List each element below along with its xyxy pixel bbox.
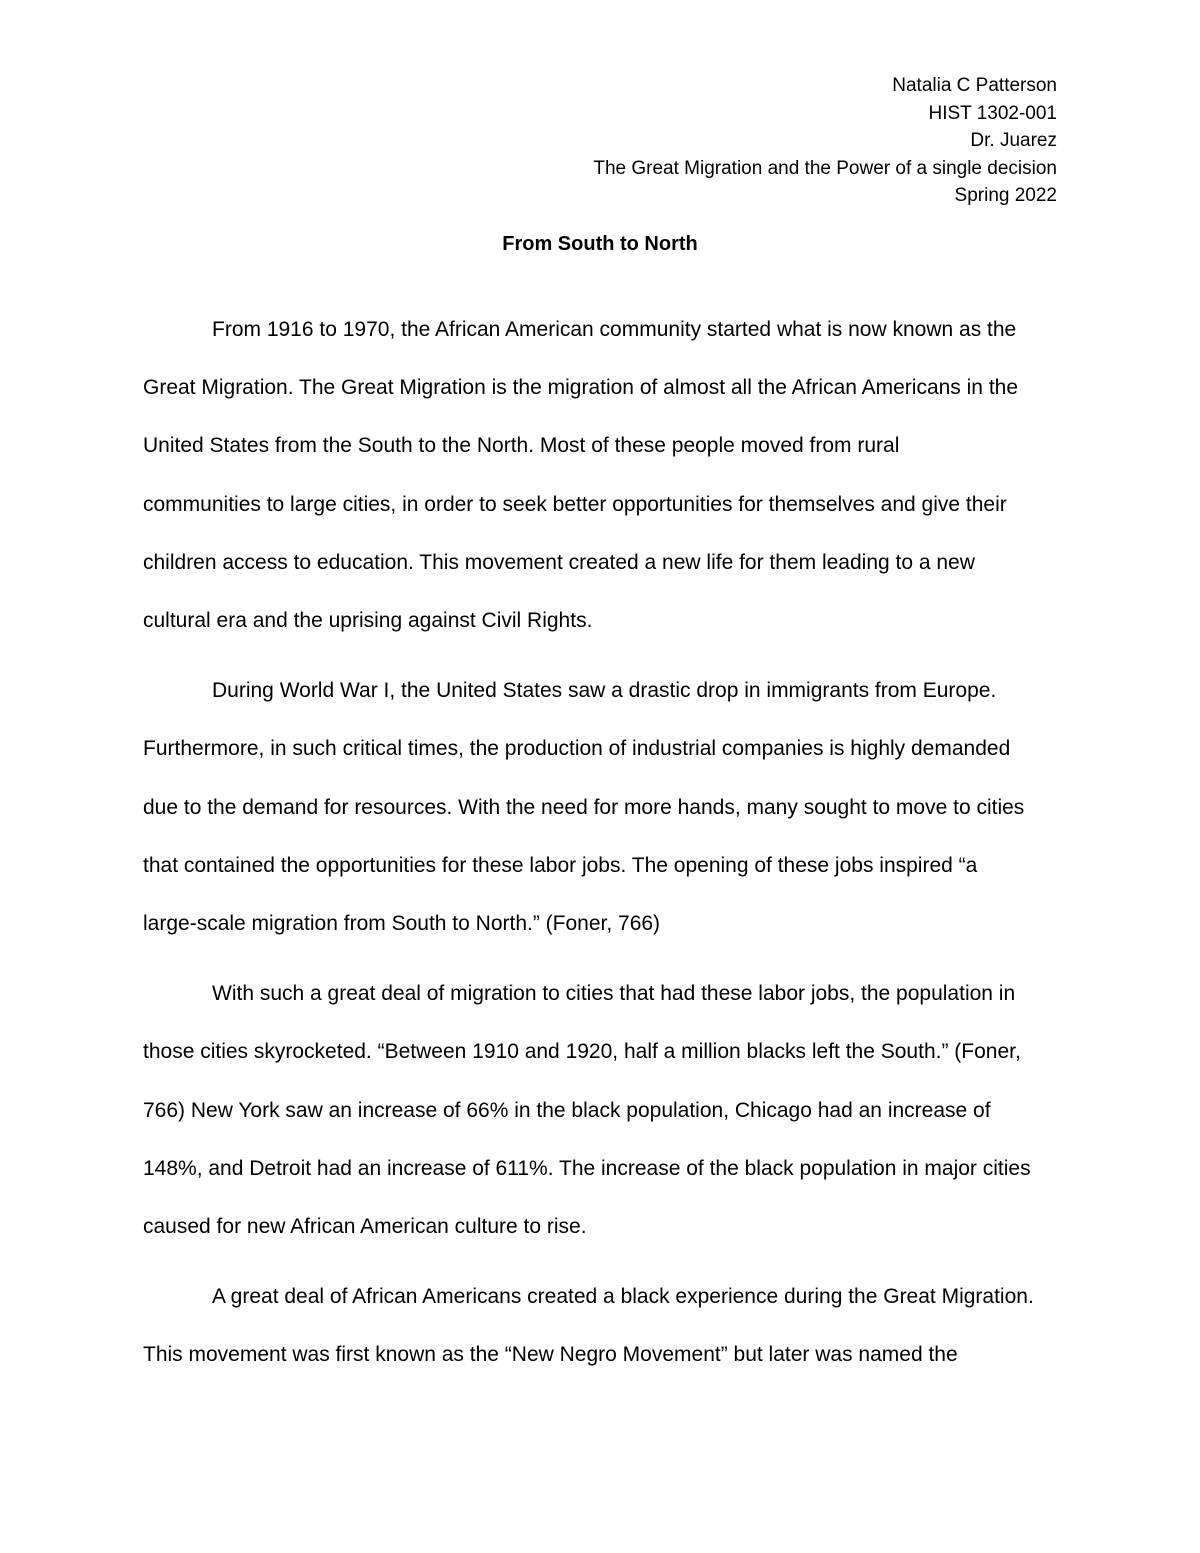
paragraph-line: With such a great deal of migration to cities that had these labor jobs, the population in [212, 982, 1016, 1006]
paragraph-line: This movement was first known as the “New Negro Movement” but later was named the [143, 1343, 958, 1367]
paragraph-line: From 1916 to 1970, the African American community started what is now known as the [212, 318, 1017, 341]
paragraph-line: communities to large cities, in order to seek better opportunities for themselves and give their [143, 492, 1007, 516]
paragraph-line: those cities skyrocketed. “Between 1910 and 1920, half a million blacks left the South.” (Foner, [143, 1040, 1021, 1064]
paragraph-3 [143, 965, 1063, 1256]
document-header [593, 72, 1057, 210]
paragraph-line: During World War I, the United States saw a drastic drop in immigrants from Europe. [212, 679, 997, 703]
paragraph-line: A great deal of African Americans created a black experience during the Great Migration. [212, 1285, 1034, 1309]
paragraph-4 [143, 1268, 1063, 1384]
essay-body [143, 301, 1063, 1397]
essay-title: From South to North [502, 233, 698, 255]
course-code: HIST 1302-001 [928, 102, 1057, 124]
paragraph-1 [143, 301, 1063, 650]
paragraph-line: United States from the South to the North. Most of these people moved from rural [143, 434, 900, 458]
paragraph-line: children access to education. This movement created a new life for them leading to a new [143, 550, 975, 574]
paragraph-line: Furthermore, in such critical times, the production of industrial companies is highly demanded [143, 737, 1011, 761]
paragraph-line: large-scale migration from South to North.” (Foner, 766) [143, 912, 661, 936]
paragraph-line: 766) New York saw an increase of 66% in the black population, Chicago had an increase of [143, 1098, 991, 1122]
term: Spring 2022 [954, 185, 1057, 206]
paragraph-line: 148%, and Detroit had an increase of 611%. The increase of the black population in major cities [143, 1156, 1031, 1180]
paragraph-line: due to the demand for resources. With the need for more hands, many sought to move to cities [143, 795, 1025, 819]
paragraph-line: caused for new African American culture to rise. [143, 1215, 587, 1239]
paragraph-line: Great Migration. The Great Migration is the migration of almost all the African Americans in the [143, 376, 1019, 400]
assignment-title: The Great Migration and the Power of a single decision [593, 157, 1057, 179]
author-name: Natalia C Patterson [892, 75, 1057, 96]
instructor-name: Dr. Juarez [970, 130, 1057, 151]
paragraph-2 [143, 662, 1063, 953]
paragraph-line: cultural era and the uprising against Civil Rights. [143, 609, 593, 633]
paragraph-line: that contained the opportunities for these labor jobs. The opening of these jobs inspired “a [143, 853, 978, 877]
